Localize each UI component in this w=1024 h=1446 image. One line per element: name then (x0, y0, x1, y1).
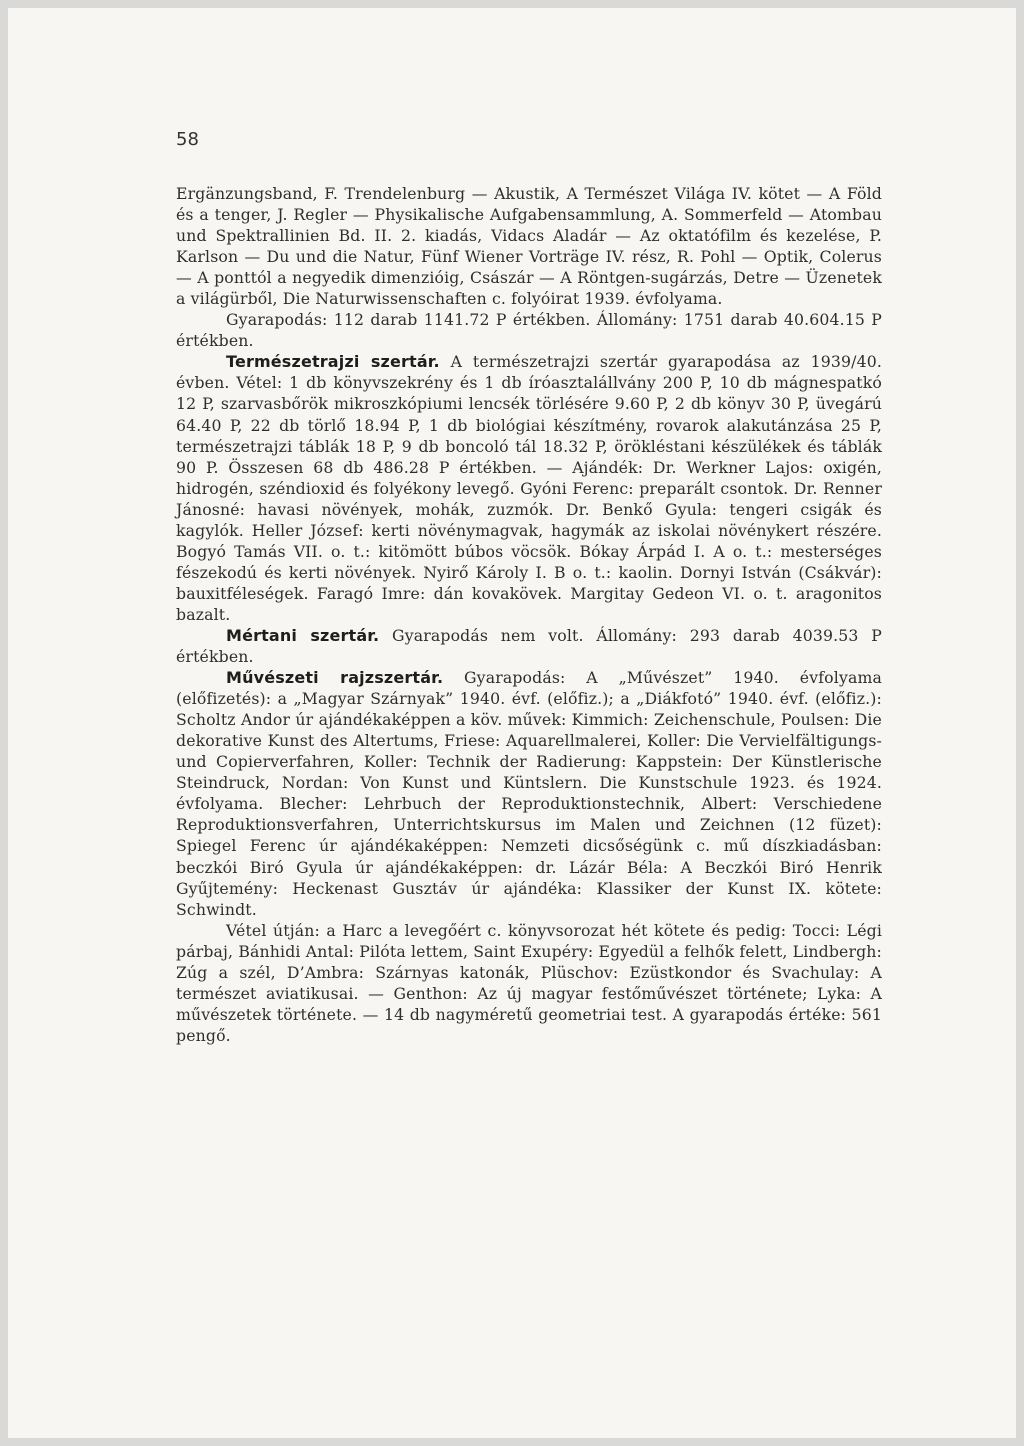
paragraph-text: Ergänzungsband, F. Trendelenburg — Akustik, A Természet Világa IV. kötet — A Föld és a tenger, J. Regler — Physikalische Aufgabensammlung, A. Sommerfeld — Atombau und Spektrallinien Bd. II. 2. kiadás, Vidacs Aladár — Az oktatófilm és kezelése, P. Karlson — Du und die Natur, Fünf Wiener Vorträge IV. rész, R. Pohl — Optik, Colerus — A ponttól a negyedik dimenzióig, Császár — A Röntgen-sugárzás, Detre — Üzenetek a világürből, Die Naturwissenschaften c. folyóirat 1939. évfolyama. (176, 184, 882, 309)
paragraph-purchases (176, 920, 882, 1046)
paragraph-physics-books (176, 183, 882, 309)
section-heading: Természetrajzi szertár. (226, 352, 440, 372)
paragraph-text: Vétel útján: a Harc a levegőért c. könyvsorozat hét kötete és pedig: Tocci: Légi párbaj, Bánhidi Antal: Pilóta lettem, Saint Exupéry: Egyedül a felhők felett, Lindbergh: Zúg a szél, D’Ambra: Szárnyas katonák, Plüschov: Ezüstkondor és Svachulay: A természet aviatikusai. — Genthon: Az új magyar festőművészet története; Lyka: A művészetek története. — 14 db nagyméretű geometriai test. A gyarapodás értéke: 561 pengő. (176, 920, 882, 1045)
paragraph-natural-history (176, 351, 882, 625)
section-heading: Művészeti rajzszertár. (226, 668, 444, 688)
document-page (8, 8, 1016, 1438)
page-number: 58 (176, 129, 199, 150)
paragraph-geometry (176, 625, 882, 667)
paragraph-text: A természetrajzi szertár gyarapodása az 1939/40. évben. Vétel: 1 db könyvszekrény és 1 db íróasztalállvány 200 P, 10 db mágnespatkó 12 P, szarvasbőrök mikroszkópiumi lencsék törlésére 9.60 P, 2 db könyv 30 P, üvegárú 64.40 P, 22 db törlő 18.94 P, 1 db biológiai készítmény, rovarok alakutánzása 25 P, természetrajzi táblák 18 P, 9 db boncoló tál 18.32 P, örökléstani készülékek és táblák 90 P. Összesen 68 db 486.28 P értékben. — Ajándék: Dr. Werkner Lajos: oxigén, hidrogén, széndioxid és folyékony levegő. Gyóni Ferenc: preparált csontok. Dr. Renner Jánosné: havasi növények, mohák, zuzmók. Dr. Benkő Gyula: tengeri csigák és kagylók. Heller József: kerti növénymagvak, hagymák az iskolai növénykert részére. Bogyó Tamás VII. o. t.: kitömött búbos vöcsök. Bókay Árpád I. A o. t.: mesterséges fészekodú és kerti növények. Nyirő Károly I. B o. t.: kaolin. Dornyi István (Csákvár): bauxitféleségek. Faragó Imre: dán kovakövek. Margitay Gedeon VI. o. t. aragonitos bazalt. (176, 352, 882, 624)
section-heading: Mértani szertár. (226, 625, 380, 645)
document-body (176, 183, 882, 1046)
paragraph-physics-summary (176, 309, 882, 351)
paragraph-text: Gyarapodás: A „Művészet” 1940. évfolyama (előfizetés): a „Magyar Szárnyak” 1940. évf. (előfiz.); a „Diákfotó” 1940. évf. (előfiz.): Scholtz Andor úr ajándékaképpen a köv. művek: Kimmich: Zeichenschule, Poulsen: Die dekorative Kunst des Altertums, Friese: Aquarellmalerei, Koller: Die Vervielfältigungs- und Copierverfahren, Koller: Technik der Radierung: Kappstein: Der Künstlerische Steindruck, Nordan: Von Kunst und Küntslern. Die Kunstschule 1923. és 1924. évfolyama. Blecher: Lehrbuch der Reproduktionstechnik, Albert: Verschiedene Reproduktionsverfahren, Unterrichtskursus im Malen und Zeichnen (12 füzet): Spiegel Ferenc úr ajándékaképpen: Nemzeti dicsőségünk c. mű díszkiadásban: beczkói Biró Gyula úr ajándékaképpen: dr. Lázár Béla: A Beczkói Biró Henrik Gyűjtemény: Heckenast Gusztáv úr ajándéka: Klassiker der Kunst IX. kötete: Schwindt. (176, 668, 882, 919)
paragraph-text: Gyarapodás nem volt. Állomány: 293 darab 4039.53 P értékben. (176, 625, 883, 667)
paragraph-text: Gyarapodás: 112 darab 1141.72 P értékben. Állomány: 1751 darab 40.604.15 P értékben. (176, 310, 882, 351)
paragraph-art (176, 667, 882, 920)
